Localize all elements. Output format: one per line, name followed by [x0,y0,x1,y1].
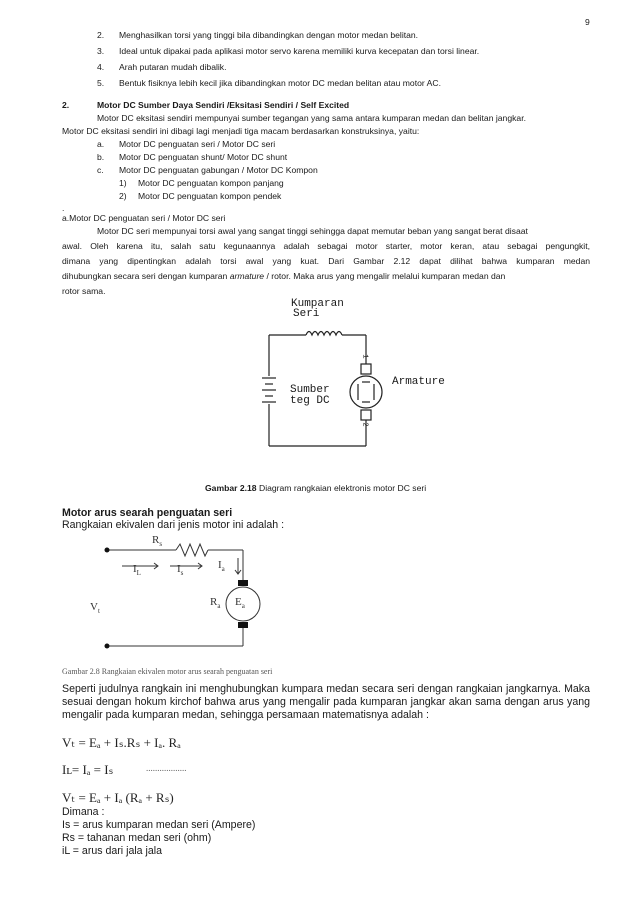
subscript: a [221,565,225,574]
definition-item: Is = arus kumparan medan seri (Ampere) [62,819,256,831]
subscript: a [217,602,221,611]
label-ia [218,559,225,573]
symbol: R [210,596,218,608]
list-item-text: Ideal untuk dipakai pada aplikasi motor servo karena memiliki kurva kecepatan dan torsi linear. [119,46,480,56]
terminal-label: 1 [360,354,369,359]
list-item-text: Menghasilkan torsi yang tinggi bila dibandingkan dengan motor medan belitan. [119,30,419,40]
paragraph-line: Motor DC seri mempunyai torsi awal yang sangat tinggi sehingga dapat memutar beban yang sangat berat disaat [97,226,528,236]
series-motor-circuit-diagram [258,292,458,454]
symbol: E [235,596,242,608]
compound-item-text: Motor DC penguatan kompon panjang [138,178,284,188]
equation-current: Iʟ= Iₐ = Iₛ [62,762,114,777]
label-teg-dc: teg DC [290,395,330,407]
symbol: V [90,601,98,613]
compound-item-num: 2) [119,191,127,201]
equation-dots: .................. [146,763,187,773]
subscript: s [180,569,184,578]
sub-item-text: Motor DC penguatan seri / Motor DC seri [119,139,276,149]
stray-dot: . [62,203,65,213]
symbol: I [218,559,222,571]
sub-item-letter: a. [97,139,105,149]
section-title: Motor DC Sumber Daya Sendiri /Eksitasi Sendiri / Self Excited [97,100,350,110]
terminal-label: 2 [360,422,369,427]
list-item-num: 2. [97,30,105,40]
paragraph-line-armature [62,271,590,282]
definition-item: Rs = tahanan medan seri (ohm) [62,832,212,844]
section-heading: Motor arus searah penguatan seri [62,507,233,519]
sub-item-letter: b. [97,152,105,162]
compound-item-num: 1) [119,178,127,188]
equation-voltage: Vₜ = Eₐ + Iₛ.Rₛ + Iₐ. Rₐ [62,735,181,750]
list-item-num: 5. [97,78,105,88]
paragraph-line: mengalir pada kumparan medan, sehingga persamaan matematisnya adalah : [62,709,429,721]
equation-voltage-simplified: Vₜ = Eₐ + Iₐ (Rₐ + Rₛ) [62,790,174,805]
sub-item-text: Motor DC penguatan gabungan / Motor DC Kompon [119,165,318,175]
figure-caption [205,483,426,494]
italic-armature: armature [229,271,265,281]
definitions-heading: Dimana : [62,806,105,818]
label-sumber: Sumber [290,384,330,396]
figure-caption: Gambar 2.8 Rangkaian ekivalen motor arus searah penguatan seri [62,667,273,676]
label-ea [235,596,245,610]
equivalent-circuit-diagram [62,528,272,660]
page-number: 9 [585,17,590,27]
symbol: I [133,563,137,575]
paragraph-line: Seperti judulnya rangkain ini menghubungkan kumpara medan secara seri dengan rangkaian jangkarnya. Maka [62,683,590,695]
paragraph-line: Rangkaian ekivalen dari jenis motor ini adalah : [62,519,285,531]
list-item-num: 4. [97,62,105,72]
subsection-heading: a.Motor DC penguatan seri / Motor DC seri [62,213,226,223]
subscript: s [159,540,163,549]
compound-item-text: Motor DC penguatan kompon pendek [138,191,282,201]
label-is [177,563,183,577]
list-item-text: Bentuk fisiknya lebih kecil jika dibandingkan motor DC medan belitan atau motor AC. [119,78,441,88]
label-vt [90,601,100,615]
paragraph-line: sesuai dengan hokum kirchof bahwa arus yang mengalir pada kumparan jangkar akan sama dengan arus yang [62,696,590,708]
list-item-num: 3. [97,46,105,56]
paragraph-line: awal. Oleh karena itu, salah satu kegunaannya adalah sebagai motor starter, motor keran, atau sebagai pengungkit, [62,241,590,251]
label-kumparan: Kumparan [291,298,344,310]
sub-item-text: Motor DC penguatan shunt/ Motor DC shunt [119,152,288,162]
subscript: t [97,607,100,616]
text-span: / rotor. Maka arus yang mengalir melalui kumparan medan dan [264,271,506,281]
label-il [133,563,141,577]
paragraph-line: dimana yang dipentingkan adalah torsi awal yang kuat. Dari Gambar 2.12 dapat dilihat bahwa kumparan medan [62,256,590,266]
label-armature: Armature [392,376,445,388]
text-span: dihubungkan secara seri dengan kumparan [62,271,230,281]
list-item-text: Arah putaran mudah dibalik. [119,62,227,72]
label-seri: Seri [293,308,320,320]
subscript: L [136,569,141,578]
sub-item-letter: c. [97,165,104,175]
symbol: I [177,563,181,575]
caption-text: Diagram rangkaian elektronis motor DC seri [256,483,427,493]
definition-item: iL = arus dari jala jala [62,845,163,857]
paragraph-line: Motor DC eksitasi sendiri ini dibagi lagi menjadi tiga macam berdasarkan konstruksinya, yaitu: [62,126,420,136]
paragraph-line: Motor DC eksitasi sendiri mempunyai sumber tegangan yang sama antara kumparan medan dan belitan jangkar. [97,113,526,123]
symbol: R [152,534,160,546]
paragraph-line: rotor sama. [62,286,106,296]
caption-label: Gambar 2.18 [205,483,257,493]
label-ra [210,596,220,610]
section-number: 2. [62,100,70,110]
subscript: a [241,602,245,611]
label-rs [152,534,162,548]
